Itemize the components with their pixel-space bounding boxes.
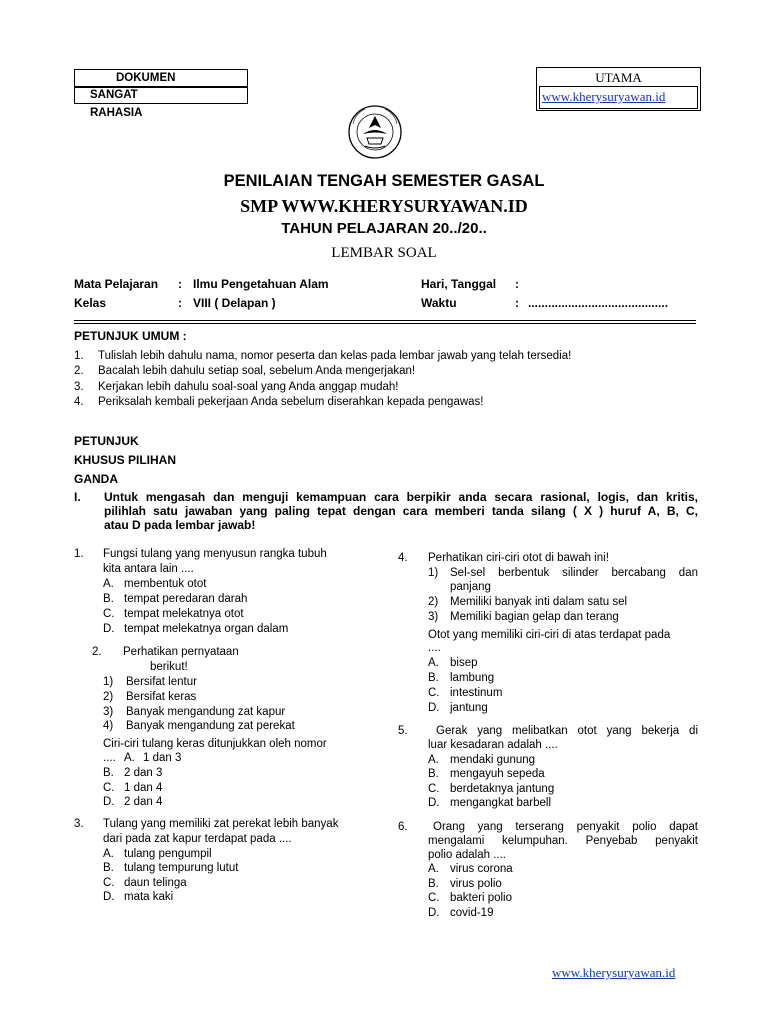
kelas-label: Kelas (74, 296, 107, 310)
option-key: D. (428, 907, 440, 919)
option-text: bisep (450, 657, 478, 669)
mapel-label: Mata Pelajaran (74, 277, 159, 291)
q3-number: 3. (74, 818, 84, 830)
q5-line-2: luar kesadaran adalah .... (428, 739, 558, 751)
tut-wuri-handayani-logo (343, 104, 407, 162)
statement-text: Memiliki bagian gelap dan terang (450, 611, 619, 623)
instruction-line-2: pilihlah satu jawaban yang paling tepat dengan cara memberi tanda silang ( X ) huruf A, B, C, (104, 504, 698, 518)
option-key: B. (103, 593, 114, 605)
sheet-title: LEMBAR SOAL (331, 245, 437, 261)
q5-line-1: Gerak yang melibatkan otot yang bekerja di (436, 725, 698, 737)
option-text: berdetaknya jantung (450, 783, 555, 795)
option-key: B. (103, 862, 114, 874)
option-text: bakteri polio (450, 892, 513, 904)
option-key: C. (103, 782, 115, 794)
instruction-line-1: Untuk mengasah dan menguji kemampuan cara berpikir anda secara rasional, logis, dan kritis, (104, 490, 698, 504)
option-text: virus polio (450, 878, 502, 890)
option-text: 2 dan 4 (124, 796, 163, 808)
option-key: B. (428, 768, 439, 780)
option-key: D. (103, 623, 115, 635)
q1-number: 1. (74, 548, 84, 560)
classification-box (74, 69, 248, 119)
q4-ask: Otot yang memiliki ciri-ciri di atas terdapat pada (428, 629, 671, 641)
option-key: C. (428, 687, 440, 699)
option-text: tempat melekatnya organ dalam (124, 623, 289, 635)
option-text: mendaki gunung (450, 754, 536, 766)
section-roman-numeral: I. (74, 490, 81, 504)
q2-dots: .... (103, 752, 116, 764)
statement-text: Banyak mengandung zat kapur (126, 706, 286, 718)
kelas-value: VIII ( Delapan ) (193, 296, 276, 310)
option-text: mengayuh sepeda (450, 768, 545, 780)
exam-title: PENILAIAN TENGAH SEMESTER GASAL (223, 172, 545, 190)
option-text: tulang tempurung lutut (124, 862, 239, 874)
statement-text: Sel-sel berbentuk silinder bercabang dan (450, 567, 698, 579)
option-key: A. (428, 754, 439, 766)
kelas-colon: : (178, 296, 182, 310)
option-key: A. (103, 578, 114, 590)
statement-key: 2) (103, 691, 114, 703)
utama-box (536, 67, 701, 111)
option-text: daun telinga (124, 877, 187, 889)
hari-colon: : (515, 277, 519, 291)
q6-line-2: mengalami kelumpuhan. Penyebab penyakit (428, 835, 698, 847)
option-key: C. (103, 608, 115, 620)
statement-key: 4) (103, 720, 114, 732)
option-key: B. (103, 767, 114, 779)
rahasia-label: RAHASIA (90, 107, 143, 119)
option-text: 1 dan 4 (124, 782, 163, 794)
petunjuk-khusus-line1: PETUNJUK (74, 434, 139, 448)
website-box (539, 86, 698, 109)
q2-line-1: Perhatikan pernyataan (123, 646, 239, 658)
statement-text: Banyak mengandung zat perekat (126, 720, 295, 732)
petunjuk-umum-item: Tulislah lebih dahulu nama, nomor peserta dan kelas pada lembar jawab yang telah tersedia! (98, 350, 572, 362)
statement-text: Bersifat keras (126, 691, 197, 703)
waktu-label: Waktu (421, 296, 457, 310)
option-text: intestinum (450, 687, 503, 699)
q3-line-2: dari pada zat kapur terdapat pada .... (103, 833, 292, 845)
waktu-value: .......................................... (528, 296, 669, 310)
petunjuk-khusus-line2: KHUSUS PILIHAN (74, 453, 177, 467)
q6-line-3: polio adalah .... (428, 849, 507, 861)
q1-line-1: Fungsi tulang yang menyusun rangka tubuh (103, 548, 327, 560)
waktu-colon: : (515, 296, 519, 310)
petunjuk-umum-heading: PETUNJUK UMUM : (74, 329, 187, 343)
option-text: jantung (450, 702, 488, 714)
divider-bottom (74, 323, 696, 324)
utama-label: UTAMA (595, 70, 642, 85)
option-text: tulang pengumpil (124, 848, 212, 860)
statement-key: 1) (428, 567, 439, 579)
sangat-label: SANGAT (90, 89, 138, 101)
petunjuk-khusus-line3: GANDA (74, 472, 118, 486)
q6-line-1: Orang yang terserang penyakit polio dapat (433, 821, 698, 833)
petunjuk-umum-num: 3. (74, 381, 84, 393)
petunjuk-umum-num: 1. (74, 350, 84, 362)
option-text: 2 dan 3 (124, 767, 163, 779)
divider-top (74, 320, 696, 321)
statement-key: 3) (103, 706, 114, 718)
q4-line-1: Perhatikan ciri-ciri otot di bawah ini! (428, 552, 609, 564)
dokumen-label: DOKUMEN (116, 72, 176, 84)
footer-website-text[interactable]: www.kherysuryawan.id (552, 965, 676, 980)
hari-label: Hari, Tanggal (421, 277, 497, 291)
option-key: D. (428, 702, 440, 714)
option-key: A. (428, 863, 439, 875)
instruction-line-3: atau D pada lembar jawab! (104, 518, 256, 532)
option-key: A. (124, 752, 135, 764)
option-text: virus corona (450, 863, 513, 875)
option-text: mata kaki (124, 891, 174, 903)
option-key: D. (103, 796, 115, 808)
q6-number: 6. (398, 821, 408, 833)
statement-key: 3) (428, 611, 439, 623)
footer-website-link[interactable] (552, 964, 675, 982)
option-text: lambung (450, 672, 495, 684)
q5-number: 5. (398, 725, 408, 737)
q2-ask: Ciri-ciri tulang keras ditunjukkan oleh nomor (103, 738, 327, 750)
petunjuk-umum-item: Bacalah lebih dahulu setiap soal, sebelum Anda mengerjakan! (98, 365, 416, 377)
q3-line-1: Tulang yang memiliki zat perekat lebih banyak (103, 818, 339, 830)
petunjuk-umum-item: Periksalah kembali pekerjaan Anda sebelum diserahkan kepada pengawas! (98, 396, 484, 408)
option-key: A. (103, 848, 114, 860)
option-key: A. (428, 657, 439, 669)
q4-number: 4. (398, 552, 408, 564)
q2-line-2: berikut! (150, 661, 188, 673)
option-key: B. (428, 672, 439, 684)
academic-year: TAHUN PELAJARAN 20../20.. (281, 220, 487, 237)
statement-text: Bersifat lentur (126, 676, 197, 688)
option-key: C. (428, 892, 440, 904)
option-key: C. (428, 783, 440, 795)
option-text: 1 dan 3 (143, 752, 182, 764)
option-text: membentuk otot (124, 578, 207, 590)
option-text: mengangkat barbell (450, 797, 552, 809)
q2-number: 2. (92, 646, 102, 658)
mapel-value: Ilmu Pengetahuan Alam (193, 277, 329, 291)
q1-line-2: kita antara lain .... (103, 563, 194, 575)
mapel-colon: : (178, 277, 182, 291)
option-key: D. (103, 891, 115, 903)
option-key: B. (428, 878, 439, 890)
option-text: tempat peredaran darah (124, 593, 248, 605)
statement-text: Memiliki banyak inti dalam satu sel (450, 596, 628, 608)
school-name: SMP WWW.KHERYSURYAWAN.ID (240, 196, 528, 216)
petunjuk-umum-num: 2. (74, 365, 84, 377)
header-website-link[interactable]: www.kherysuryawan.id (542, 89, 666, 104)
option-text: covid-19 (450, 907, 494, 919)
statement-key: 2) (428, 596, 439, 608)
q4-dots: .... (428, 642, 441, 654)
option-text: tempat melekatnya otot (124, 608, 244, 620)
petunjuk-umum-item: Kerjakan lebih dahulu soal-soal yang Anda anggap mudah! (98, 381, 399, 393)
q4-statement-1-cont: panjang (450, 581, 491, 593)
option-key: D. (428, 797, 440, 809)
statement-key: 1) (103, 676, 114, 688)
petunjuk-umum-num: 4. (74, 396, 84, 408)
option-key: C. (103, 877, 115, 889)
